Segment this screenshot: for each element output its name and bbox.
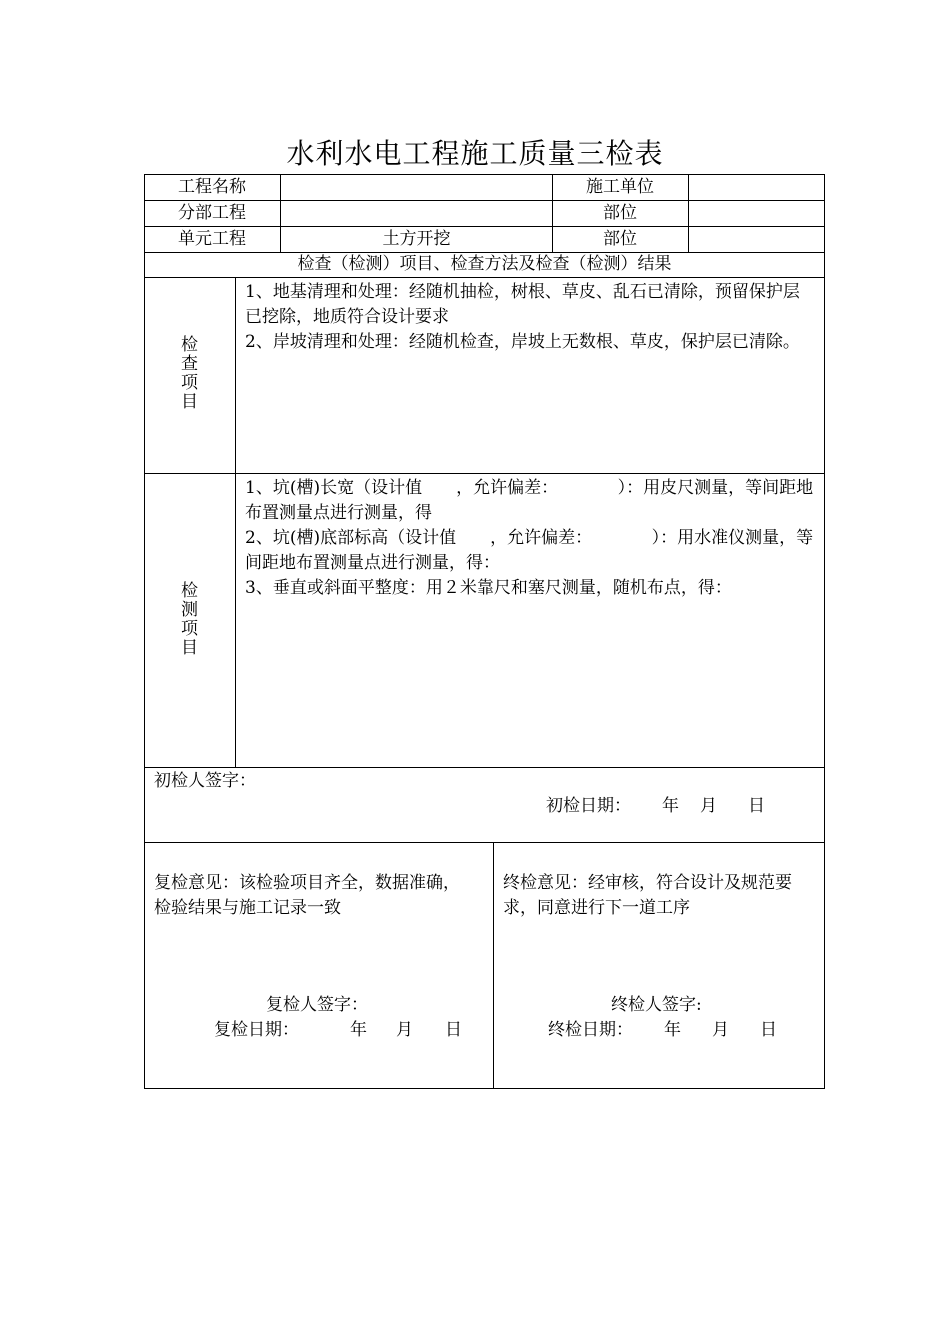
initial-date-year: 年 [662, 796, 679, 816]
testing-item: 2、坑(槽)底部标高（设计值 ，允许偏差： ）：用水准仪测量，等间距地布置测量点进行测量，得： [245, 528, 814, 573]
testing-items [245, 476, 815, 601]
part-label-2: 部位 [603, 228, 637, 249]
testing-label: 检 测 项 目 [181, 581, 198, 658]
section-heading: 检查（检测）项目、检查方法及检查（检测）结果 [297, 254, 672, 274]
review-date-year: 年 [350, 1020, 367, 1040]
contractor-label: 施工单位 [586, 176, 654, 197]
inspection-item: 1、地基清理和处理：经随机抽检，树根、草皮、乱石已清除，预留保护层已挖除，地质符合设计要求 [245, 282, 800, 327]
inspection-item: 2、岸坡清理和处理：经随机检查，岸坡上无数根、草皮，保护层已清除。 [245, 332, 800, 352]
contractor-field[interactable] [689, 174, 824, 200]
review-signature-label: 复检人签字： [266, 995, 368, 1015]
part-label: 部位 [603, 202, 637, 223]
inspection-items [245, 280, 815, 355]
final-date-year: 年 [664, 1020, 681, 1040]
initial-date-month: 月 [700, 796, 717, 816]
initial-date-day: 日 [748, 796, 765, 816]
final-date-month: 月 [712, 1020, 729, 1040]
project-name-label: 工程名称 [178, 176, 246, 197]
final-opinion: 终检意见：经审核，符合设计及规范要求，同意进行下一道工序 [503, 873, 792, 918]
testing-item: 3、垂直或斜面平整度：用２米靠尺和塞尺测量，随机布点，得： [245, 578, 732, 598]
initial-date-label: 初检日期： [546, 796, 631, 816]
inspection-label: 检 查 项 目 [181, 335, 198, 412]
part-field-2[interactable] [689, 226, 824, 252]
final-date-label: 终检日期： [548, 1020, 633, 1040]
project-name-field[interactable] [281, 174, 552, 200]
review-date-day: 日 [445, 1020, 462, 1040]
division-field[interactable] [281, 200, 552, 226]
testing-item: 1、坑(槽)长宽（设计值 ，允许偏差： ）：用皮尺测量，等间距地布置测量点进行测量，得 [245, 478, 814, 523]
review-date-label: 复检日期： [214, 1020, 299, 1040]
division-label: 分部工程 [178, 202, 246, 223]
final-date-day: 日 [760, 1020, 777, 1040]
final-signature-label: 终检人签字: [611, 995, 702, 1015]
page-title: 水利水电工程施工质量三检表 [286, 137, 664, 170]
unit-label: 单元工程 [178, 228, 246, 249]
part-field[interactable] [689, 200, 824, 226]
review-date-month: 月 [396, 1020, 413, 1040]
review-opinion: 复检意见：该检验项目齐全，数据准确，检验结果与施工记录一致 [154, 873, 460, 918]
unit-field[interactable]: 土方开挖 [382, 228, 451, 249]
initial-signature-label: 初检人签字： [154, 771, 256, 791]
